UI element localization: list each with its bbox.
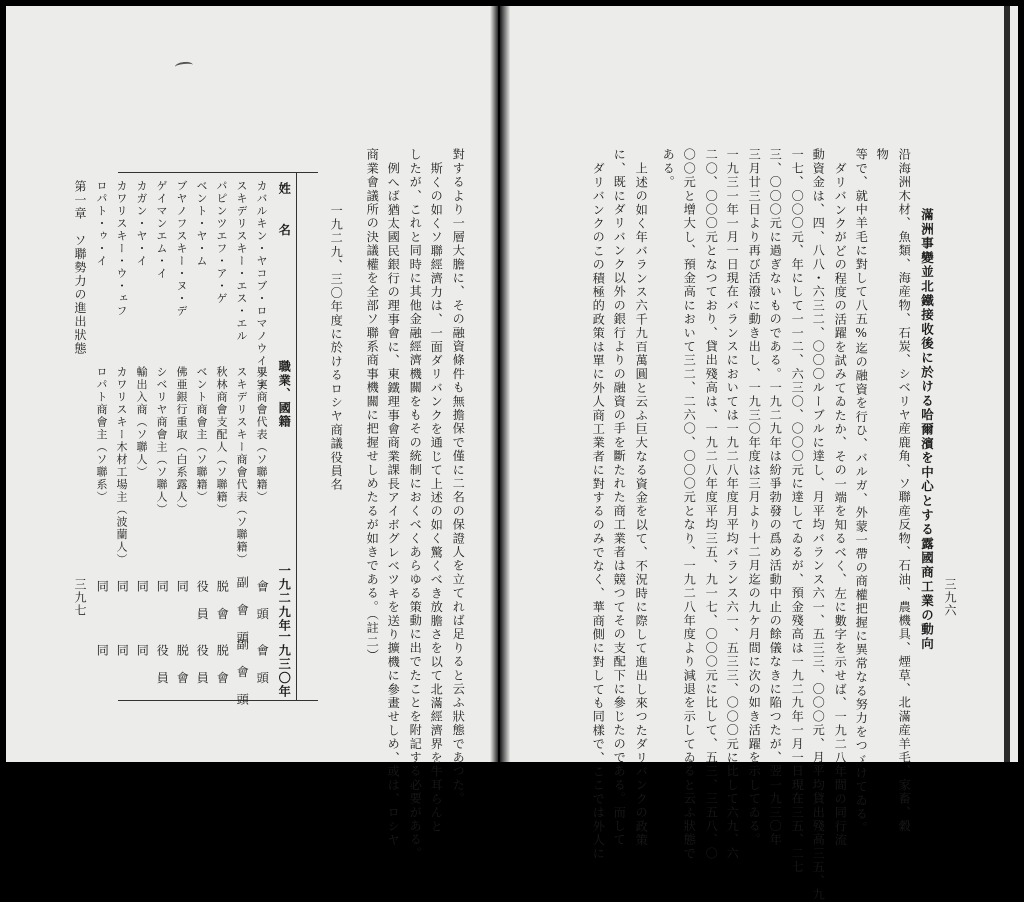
table-cell-1929: 役 員 [195,580,210,622]
table-cell-1930: 脱 會 [175,644,190,686]
table-cell-name: ロパト・ゥ・イ [95,180,108,268]
table-cell-1930: 役 員 [155,644,170,686]
table-rule-bottom [118,700,318,701]
table-header-rule [296,172,297,700]
text-column: 上述の如く年バランス六千九百萬圓と云ふ巨大なる資金を以て、不況時に際して進出し來つたダリバンクの政策 [634,162,649,847]
chapter-footer: 第一章 ソ聯勢力の進出狀態 [73,180,87,356]
text-column: 對するより一層大膽に、その融資條件も無擔保で僅に二名の保證人を立てれば足りると云ふ狀態であつた。 [451,148,466,806]
table-cell-1930: 副 會 頭 [235,638,250,707]
table-cell-1929: 同 [175,580,190,594]
table-rule-top [118,172,318,173]
table-cell-1929: 同 [135,580,150,594]
table-cell-name: ベント・ヤ・ム [195,180,208,268]
table-cell-1929: 同 [115,580,130,594]
text-column: に、既にダリバンク以外の銀行よりの融資の手を斷たれた商工業者は競つてその支配下に參じたのである。而して [612,148,627,847]
text-column: 例へば猶太國民銀行の理事會に、東鐵理事會商業課長アイボグレベツキを送り擴機に參畫せしめ、或は、ロシヤ [386,162,401,847]
text-column: 二〇、〇〇〇元となつており、貸出殘高は、一九二八年度平均三五、九一七、〇〇〇元に比して、五三、三五八、〇 [704,148,719,861]
table-cell-occupation: ロパト商會主（ソ聯系） [95,366,108,504]
table-cell-1929: 會 頭 [255,580,270,622]
table-cell-name: ブヤノフスキー・ヌ・デ [175,180,188,318]
table-header-1930: 一九三〇年 [277,630,292,699]
table-cell-name: カバルキン・ヤコブ・ロマノウイツチ [255,180,268,393]
page-number-right: 三九六 [943,578,957,617]
text-column: ダリバンクのこの積極的政策は單に外人商工業者に對するのみでなく、華商側に對しても同樣で、ここでは外人に [591,162,606,861]
table-cell-occupation: シベリヤ商會主（ソ聯人） [155,366,168,516]
page-edge [1004,6,1010,762]
table-cell-occupation: 輸出入商（ソ聯人） [135,366,148,479]
text-column: ダリバンクがどの程度の活躍を試みてゐたか、その一端を知るべく、左に數字を示せば、一九二八年間の同行流 [833,162,848,847]
running-header: 滿洲事變並北鐵接收後に於ける哈爾濱を中心とする露國商工業の動向 [919,208,935,652]
table-header-1929: 一九二九年 [277,564,292,633]
text-column: 一九三一年一月一日現在バランスにおいては一九二八年度月平均バランス六一、五三三、〇〇〇元に比して六九、六 [725,148,740,861]
table-cell-occupation: 果実商會代表（ソ聯籍） [255,366,268,504]
table-cell-occupation: 秋林商會支配人（ソ聯籍） [215,366,228,516]
table-cell-occupation: ベント商會主（ソ聯籍） [195,366,208,504]
table-cell-name: カワリスキー・ウ・ェフ [115,180,128,318]
page-number-left: 三九七 [73,578,87,617]
text-column: 一七、〇〇〇元、年にして一一二、六三〇、〇〇〇元に達してゐるが、預金殘高は一九二九年一月一日現在三五、二七 [790,148,805,875]
table-header-name: 姓 名 [277,182,292,237]
text-column: ある。 [661,148,676,190]
table-cell-name: ゲイマンエム・イ [155,180,168,280]
table-cell-occupation: カワリスキー木材工場主（波蘭人） [115,366,128,566]
table-cell-1930: 同 [115,644,130,658]
table-cell-1930: 役 員 [195,644,210,686]
text-column: 動資金は、四、八八・六三二、〇〇〇ルーブルに達し、月平均バランス六一、五三三、〇〇〇元、月平均貸出殘高三五、九 [811,148,826,902]
right-page [508,6,1018,762]
table-header-occupation: 職業、國籍 [277,360,292,429]
table-cell-name: パピンツエフ・ア・ゲ [215,180,228,305]
text-column: 三月廿三日より再び活潑に動き出し、一九三〇年度は三月より十二月迄の九ケ月間に次の如き活躍を示してゐる。 [747,148,762,847]
table-cell-1929: 副 會 頭 [235,576,250,645]
table-cell-occupation: スキデリスキー商會代表（ソ聯籍） [235,366,248,566]
table-cell-1929: 同 [95,580,110,594]
table-caption: 一九二九、三〇年度に於けるロシヤ商議役員名 [329,204,344,492]
table-cell-1930: 同 [135,644,150,658]
gutter-shadow-right [500,6,510,762]
table-cell-1930: 脱 會 [215,644,230,686]
text-column: したが、これと同時に其他金融經濟機關をもその統制におくべくあらゆる策動に出でたことを附記する必要がある。 [408,148,423,861]
table-cell-1930: 會 頭 [255,644,270,686]
text-column: 〇〇元と增大し、預金高において三二、二六〇、〇〇〇元となり、一九二八年度より減退を示してゐると云ふ狀態で [682,148,697,861]
left-page [6,6,496,762]
table-cell-occupation: 佛亜銀行重取（白系露人） [175,366,188,516]
table-cell-name: スキデリスキー・エス・エル [235,180,248,343]
table-cell-name: カガン・ヤ・イ [135,180,148,268]
text-column: 三、〇〇〇元に過ぎないものである。一九二九年は紛爭勃發の爲め活動中止の餘儀なきに陥つたが、翌一九三〇年 [768,148,783,847]
table-cell-1930: 同 [95,644,110,658]
text-column: 等で、就中羊毛に對して八五%迄の融資を行ひ、バルガ、外蒙一帶の商權把握に異常なる努力をつゞけてゐる。 [854,148,869,835]
table-cell-1929: 同 [155,580,170,594]
table-cell-1929: 脱 會 [215,580,230,622]
gutter-shadow-left [490,6,498,762]
text-column: 沿海洲木材、魚類、海産物、石炭、シベリヤ産鹿角、ソ聯産反物、石油、農機具、煙草、北滿産羊毛、家畜、穀 [897,148,912,833]
text-column: 物 [875,148,890,162]
text-column: 商業會議所の決議權を全部ソ聯系商事機關に把握せしめたるが如きである。（註二） [365,148,380,663]
text-column: 斯くの如くソ聯經濟力は、一面ダリバンクを通じて上述の如く驚くべき放膽さを以て北滿經濟界を牛耳らんと [429,162,444,834]
